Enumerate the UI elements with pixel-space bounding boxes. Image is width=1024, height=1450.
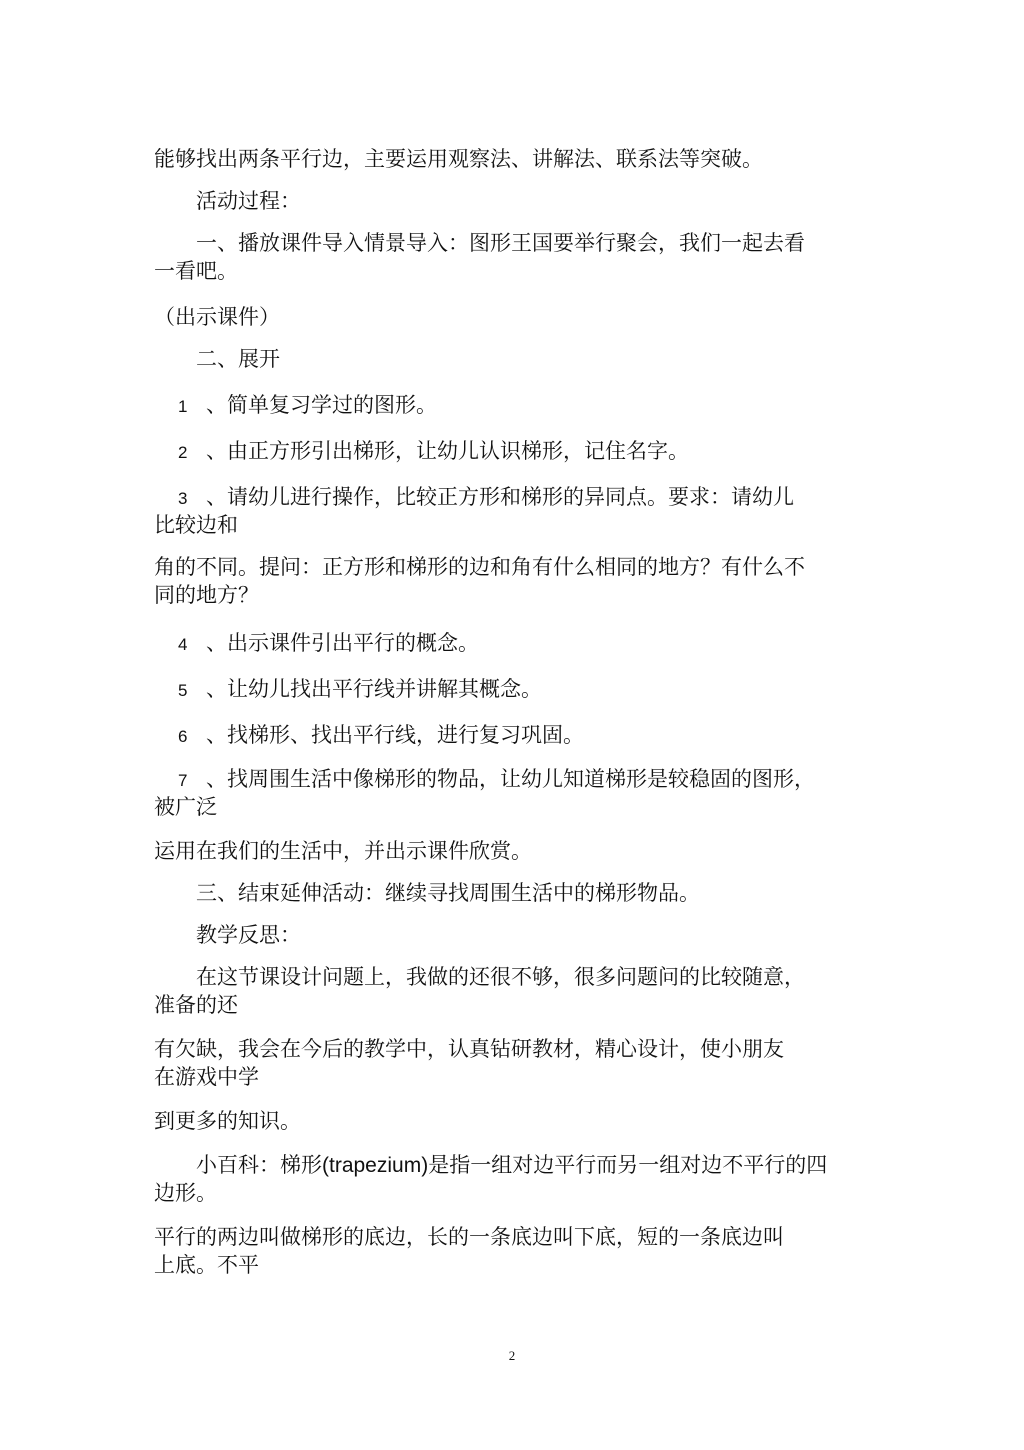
list-item <box>154 766 815 794</box>
list-item-text: 、由正方形引出梯形，让幼儿认识梯形，记住名字。 <box>206 439 689 463</box>
paragraph-method: 能够找出两条平行边，主要运用观察法、讲解法、联系法等突破。 <box>154 147 763 171</box>
list-item <box>154 438 689 466</box>
paragraph-reflection-line1: 在这节课设计问题上，我做的还很不够，很多问题问的比较随意， <box>196 965 805 989</box>
list-item-continuation: 被广泛 <box>154 795 217 819</box>
list-item-continuation: 比较边和 <box>154 513 238 537</box>
list-item-text: 、找周围生活中像梯形的物品，让幼儿知道梯形是较稳固的图形， <box>206 767 815 791</box>
list-item <box>154 630 479 658</box>
encyclopedia-term: (trapezium) <box>322 1154 429 1177</box>
paragraph-bases-line1: 平行的两边叫做梯形的底边，长的一条底边叫下底，短的一条底边叫 <box>154 1225 784 1249</box>
list-item-number: 1 <box>178 397 188 416</box>
list-item-number: 5 <box>178 681 188 700</box>
paragraph-reflection-line2: 准备的还 <box>154 993 238 1017</box>
paragraph-reflection-line3: 有欠缺，我会在今后的教学中，认真钻研教材，精心设计，使小朋友 <box>154 1037 784 1061</box>
paragraph-intro-line2: 一看吧。 <box>154 259 238 283</box>
list-item-number: 7 <box>178 771 188 790</box>
page-number: 2 <box>508 1348 516 1363</box>
list-item-text: 、让幼儿找出平行线并讲解其概念。 <box>206 677 542 701</box>
paragraph-reflection-line5: 到更多的知识。 <box>154 1109 301 1133</box>
heading-activity-process: 活动过程： <box>196 189 301 213</box>
list-item-number: 4 <box>178 635 188 654</box>
list-item-text: 、请幼儿进行操作，比较正方形和梯形的异同点。要求：请幼儿 <box>206 485 794 509</box>
list-item-continuation: 运用在我们的生活中，并出示课件欣赏。 <box>154 839 532 863</box>
list-item <box>154 722 584 750</box>
encyclopedia-definition: 是指一组对边平行而另一组对边不平行的四 <box>428 1153 828 1177</box>
paragraph-bases-line2: 上底。不平 <box>154 1253 259 1277</box>
list-item <box>154 484 794 512</box>
list-item-text: 、出示课件引出平行的概念。 <box>206 631 479 655</box>
encyclopedia-prefix: 小百科：梯形 <box>196 1153 322 1177</box>
paragraph-encyclopedia-line1 <box>196 1152 827 1179</box>
paragraph-reflection-line4: 在游戏中学 <box>154 1065 259 1089</box>
list-item-continuation: 角的不同。提问：正方形和梯形的边和角有什么相同的地方？有什么不 <box>154 555 805 579</box>
list-item <box>154 392 437 420</box>
paragraph-extension: 三、结束延伸活动：继续寻找周围生活中的梯形物品。 <box>196 881 700 905</box>
list-item-text: 、找梯形、找出平行线，进行复习巩固。 <box>206 723 584 747</box>
list-item-text: 、简单复习学过的图形。 <box>206 393 437 417</box>
paragraph-encyclopedia-line2: 边形。 <box>154 1181 217 1205</box>
heading-reflection: 教学反思： <box>196 923 301 947</box>
list-item <box>154 676 542 704</box>
list-item-number: 2 <box>178 443 188 462</box>
heading-expand: 二、展开 <box>196 347 280 371</box>
paragraph-show-courseware: （出示课件） <box>154 305 280 329</box>
list-item-continuation: 同的地方？ <box>154 583 259 607</box>
list-item-number: 6 <box>178 727 188 746</box>
paragraph-intro-line1: 一、播放课件导入情景导入：图形王国要举行聚会，我们一起去看 <box>196 231 805 255</box>
list-item-number: 3 <box>178 489 188 508</box>
